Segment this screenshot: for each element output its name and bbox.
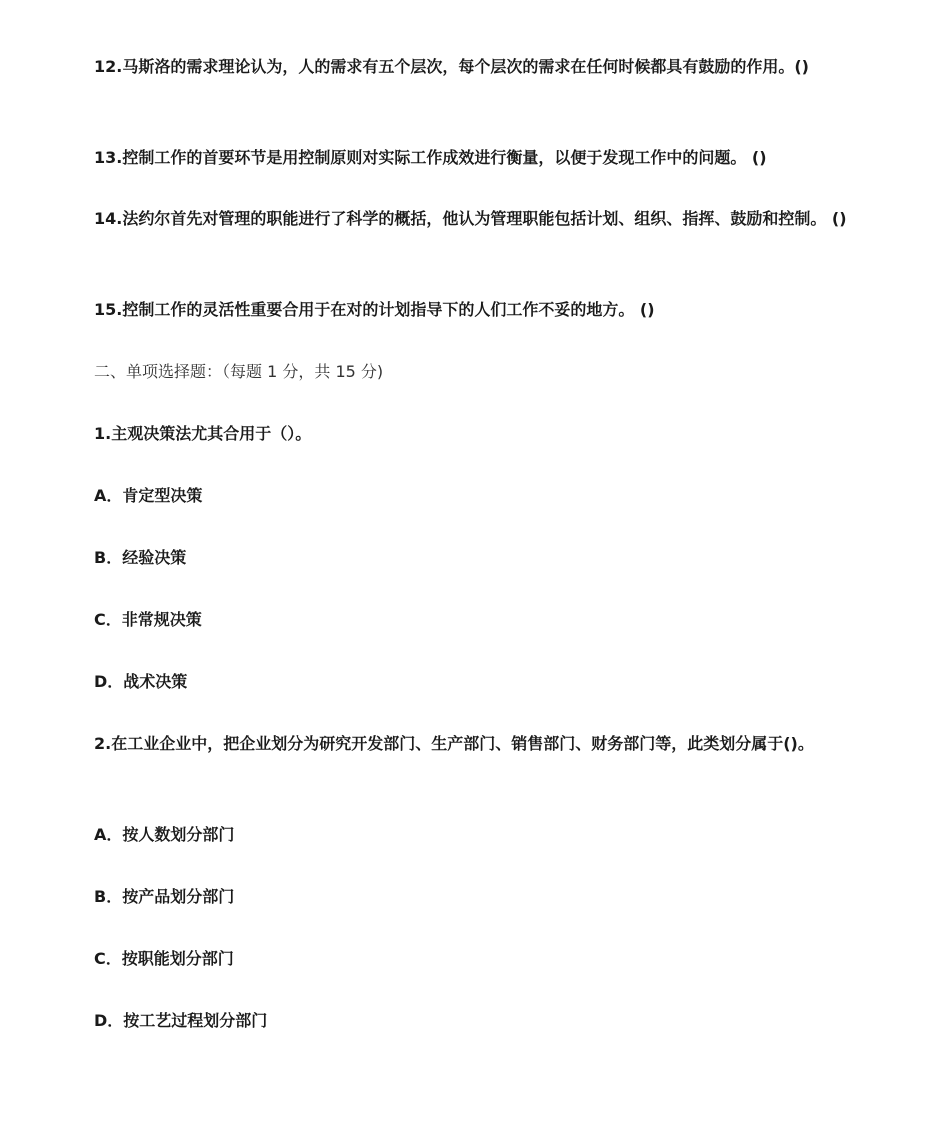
mc-question-2-option-a: A．按人数划分部门 — [94, 825, 235, 844]
mc-question-2-option-d: D．按工艺过程划分部门 — [94, 1011, 268, 1030]
mc-question-2-option-c: C．按职能划分部门 — [94, 949, 234, 968]
mc-question-2-stem: 2.在工业企业中，把企业划分为研究开发部门、生产部门、销售部门、财务部门等，此类划分属于()。 — [94, 734, 814, 753]
mc-question-1-option-a: A．肯定型决策 — [94, 486, 203, 505]
mc-question-1-option-c: C．非常规决策 — [94, 610, 202, 629]
mc-question-1-option-d: D．战术决策 — [94, 672, 188, 691]
mc-question-1-option-b: B．经验决策 — [94, 548, 187, 567]
mc-question-2-option-b: B．按产品划分部门 — [94, 887, 235, 906]
section-heading: 二、单项选择题：（每题 1 分，共 15 分) — [94, 362, 384, 381]
question-15: 15.控制工作的灵活性重要合用于在对的计划指导下的人们工作不妥的地方。 () — [94, 300, 655, 319]
question-14: 14.法约尔首先对管理的职能进行了科学的概括，他认为管理职能包括计划、组织、指挥、鼓励和控制。 () — [94, 209, 847, 228]
question-13: 13.控制工作的首要环节是用控制原则对实际工作成效进行衡量，以便于发现工作中的问题。 () — [94, 148, 767, 167]
mc-question-1-stem: 1.主观决策法尤其合用于（）。 — [94, 424, 312, 443]
question-12: 12.马斯洛的需求理论认为，人的需求有五个层次，每个层次的需求在任何时候都具有鼓励的作用。() — [94, 57, 809, 76]
